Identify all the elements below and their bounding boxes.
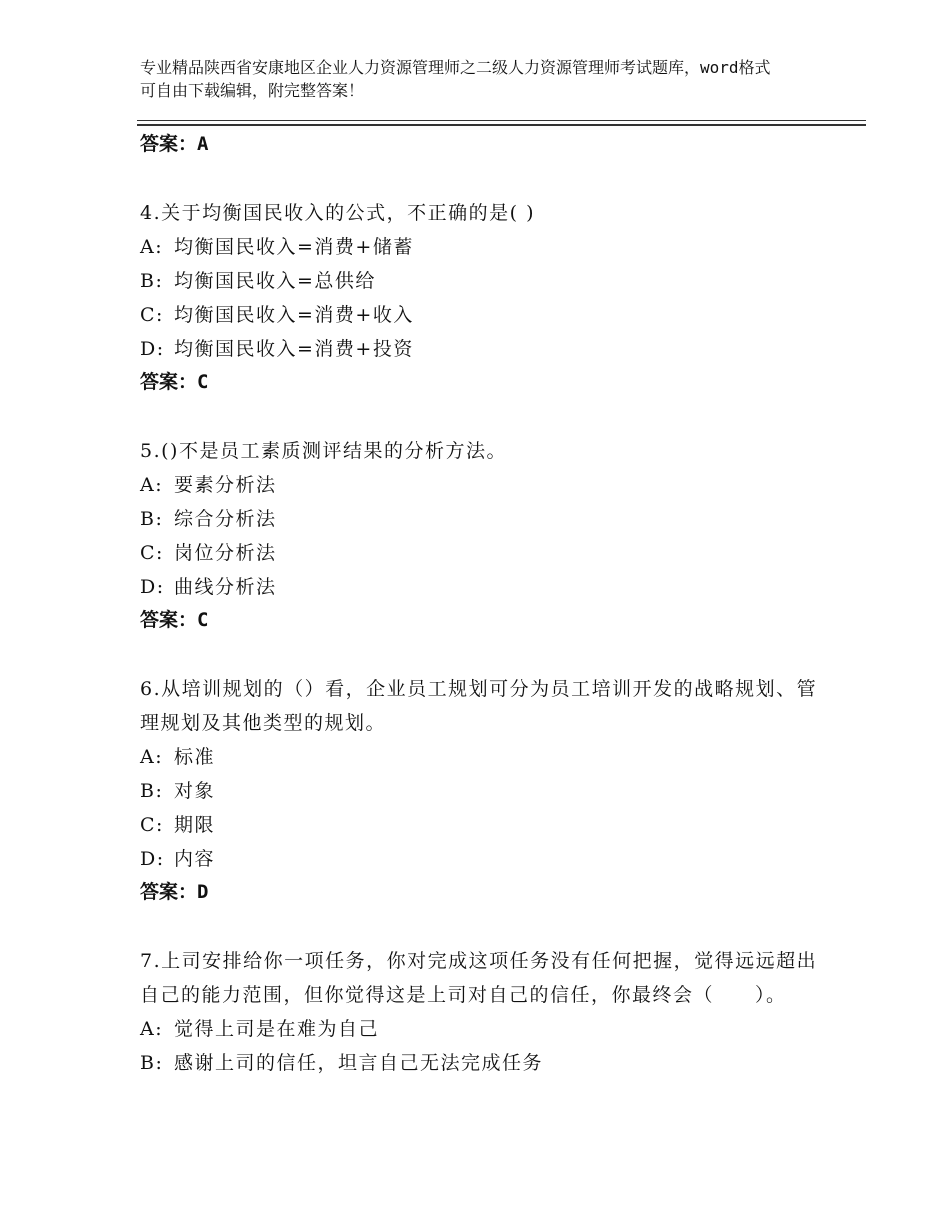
option-text: 觉得上司是在难为自己	[174, 1018, 380, 1040]
option-text: 均衡国民收入=消费+储蓄	[174, 236, 414, 258]
option-c	[140, 536, 820, 570]
option-text: 内容	[174, 848, 216, 870]
question-list	[140, 128, 820, 1080]
option-letter: B:	[140, 508, 164, 530]
option-letter: C:	[140, 304, 164, 326]
option-letter: D:	[140, 576, 165, 598]
option-letter: B:	[140, 780, 164, 802]
option-letter: D:	[140, 848, 165, 870]
option-d	[140, 842, 820, 876]
option-letter: A:	[140, 1018, 164, 1040]
question-7	[140, 944, 820, 1080]
option-letter: A:	[140, 474, 164, 496]
option-d	[140, 332, 820, 366]
option-letter: C:	[140, 814, 164, 836]
option-text: 岗位分析法	[174, 542, 277, 564]
option-text: 标准	[174, 746, 216, 768]
option-b	[140, 774, 820, 808]
answer-label: 答案：D	[140, 881, 209, 903]
answer-label: 答案：A	[140, 133, 209, 155]
option-text: 均衡国民收入=消费+收入	[174, 304, 414, 326]
option-b	[140, 1046, 820, 1080]
document-header: 专业精品陕西省安康地区企业人力资源管理师之二级人力资源管理师考试题库，word格式可自由下载编辑，附完整答案！	[140, 58, 771, 100]
header-rule-thin	[137, 120, 866, 121]
option-a	[140, 1012, 820, 1046]
option-text: 对象	[174, 780, 216, 802]
option-a	[140, 468, 820, 502]
option-a	[140, 230, 820, 264]
option-text: 综合分析法	[174, 508, 277, 530]
question-6	[140, 672, 820, 908]
question-5	[140, 434, 820, 636]
option-text: 感谢上司的信任，坦言自己无法完成任务	[174, 1052, 544, 1074]
option-letter: B:	[140, 270, 164, 292]
question-text: 6.从培训规划的（）看，企业员工规划可分为员工培训开发的战略规划、管理规划及其他类型的规划。	[140, 678, 818, 734]
question-4	[140, 196, 820, 398]
question-text: 4.关于均衡国民收入的公式，不正确的是( )	[140, 202, 535, 224]
option-letter: A:	[140, 236, 164, 258]
option-text: 均衡国民收入=消费+投资	[174, 338, 414, 360]
option-c	[140, 298, 820, 332]
answer-label: 答案：C	[140, 609, 209, 631]
option-letter: C:	[140, 542, 164, 564]
option-text: 期限	[174, 814, 216, 836]
option-a	[140, 740, 820, 774]
header-rule-thick	[137, 124, 866, 126]
option-c	[140, 808, 820, 842]
option-letter: D:	[140, 338, 165, 360]
option-d	[140, 570, 820, 604]
option-letter: B:	[140, 1052, 164, 1074]
option-text: 均衡国民收入=总供给	[174, 270, 376, 292]
question-text: 5.()不是员工素质测评结果的分析方法。	[140, 440, 507, 462]
option-b	[140, 502, 820, 536]
answer-label: 答案：C	[140, 371, 209, 393]
option-b	[140, 264, 820, 298]
option-text: 要素分析法	[174, 474, 277, 496]
option-text: 曲线分析法	[174, 576, 277, 598]
question-text: 7.上司安排给你一项任务，你对完成这项任务没有任何把握，觉得远远超出自己的能力范围，但你觉得这是上司对自己的信任，你最终会（ ）。	[140, 950, 818, 1006]
option-letter: A:	[140, 746, 164, 768]
